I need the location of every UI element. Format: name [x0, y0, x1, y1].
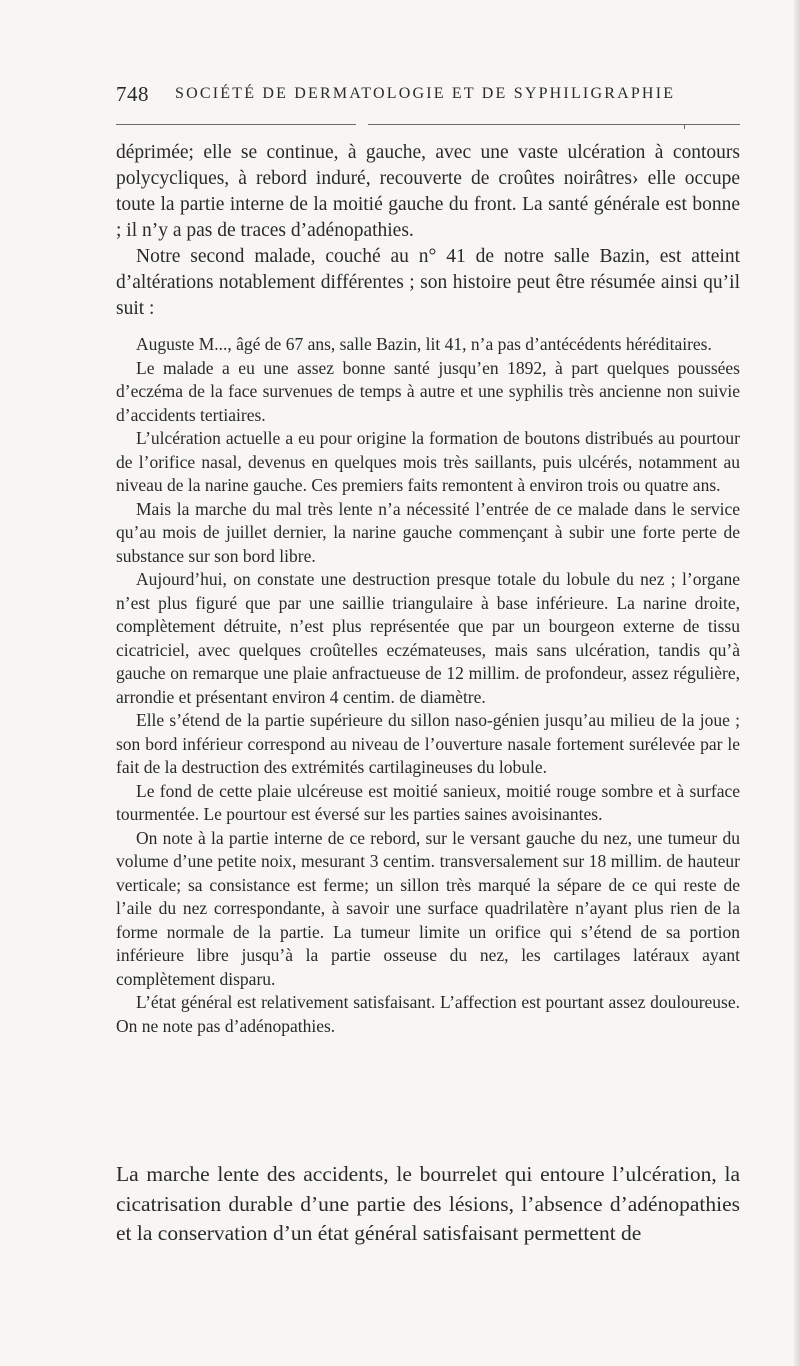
case-paragraph-general-state: L’état général est relativement satisfaisant. L’affection est pourtant assez douloureuse. On ne note pas d’adénopathies.: [116, 992, 740, 1036]
header-rule: [116, 124, 740, 125]
journal-title: SOCIÉTÉ DE DERMATOLOGIE ET DE SYPHILIGRAPHIE: [175, 85, 676, 102]
case-paragraph-history: Le malade a eu une assez bonne santé jusqu’en 1892, à part quelques poussées d’eczéma de la face survenues de temps à autre et une syphilis très ancienne non suivie d’accidents tertiaires.: [116, 357, 740, 425]
paragraph-second-patient: Notre second malade, couché au n° 41 de notre salle Bazin, est atteint d’altérations notablement différentes ; son histoire peut être résumée ainsi qu’il suit :: [116, 246, 740, 319]
case-paragraph-origin: L’ulcération actuelle a eu pour origine la formation de boutons distribués au pourtour de l’orifice nasal, devenus en quelques mois très saillants, puis ulcérés, notamment au niveau de la narine gauche. Ces premiers faits remontent à environ trois ou quatre ans.: [116, 428, 740, 495]
paragraph-discussion: La marche lente des accidents, le bourrelet qui entoure l’ulcération, la cicatrisation durable d’une partie des lésions, l’absence d’adénopathies et la conservation d’un état général satisfaisant permettent de: [116, 1162, 740, 1245]
case-paragraph-tumour: On note à la partie interne de ce rebord, sur le versant gauche du nez, une tumeur du volume d’une petite noix, mesurant 3 centim. transversalement sur 18 millim. de hauteur verticale; sa consistance est ferme; un sillon très marqué la sépare de ce qui reste de l’aile du nez correspondante, à savoir une surface quadrilatère n’ayant plus rien de la forme normale de la partie. La tumeur limite un orifice qui s’étend de sa portion inférieure libre jusqu’à la partie osseuse du nez, les cartilages latéraux ayant complètement disparu.: [116, 827, 740, 989]
page-edge-shadow: [794, 0, 800, 1366]
running-head: [116, 82, 740, 108]
intro-section: [116, 140, 740, 322]
case-paragraph-examination: Aujourd’hui, on constate une destruction presque totale du lobule du nez ; l’organe n’est plus figuré que par une saillie triangulaire à base inférieure. La narine droite, complètement détruite, n’est plus représentée que par un bourgeon externe de tissu cicatriciel, avec quelques croûtelles eczémateuses, mais sans ulcération, tandis qu’à gauche on remarque une plaie anfractueuse de 12 millim. de profondeur, assez régulière, arrondie et présentant environ 4 centim. de diamètre.: [116, 569, 740, 707]
case-paragraph-identity: Auguste M..., âgé de 67 ans, salle Bazin, lit 41, n’a pas d’antécédents héréditaires.: [136, 334, 712, 354]
case-report: [116, 333, 740, 1038]
paragraph-continuation: déprimée; elle se continue, à gauche, avec une vaste ulcération à contours polycycliques, à rebord induré, recouverte de croûtes noirâtres› elle occupe toute la partie interne de la moitié gauche du front. La santé générale est bonne ; il n’y a pas de traces d’adénopathies.: [116, 142, 740, 241]
case-paragraph-wound-bed: Le fond de cette plaie ulcéreuse est moitié sanieux, moitié rouge sombre et à surface tourmentée. Le pourtour est éversé sur les parties saines avoisinantes.: [116, 780, 740, 824]
discussion-section: [116, 1160, 740, 1249]
case-paragraph-admission: Mais la marche du mal très lente n’a nécessité l’entrée de ce malade dans le service qu’au mois de juillet dernier, la narine gauche commençant à subir une forte perte de substance sur son bord libre.: [116, 498, 740, 566]
page-number: 748: [116, 82, 149, 106]
case-paragraph-extent: Elle s’étend de la partie supérieure du sillon naso-génien jusqu’au milieu de la joue ; son bord inférieur correspond au niveau de l’ouverture nasale fortement surélevée par le fait de la destruction des extrémités cartilagineuses du lobule.: [116, 710, 740, 777]
